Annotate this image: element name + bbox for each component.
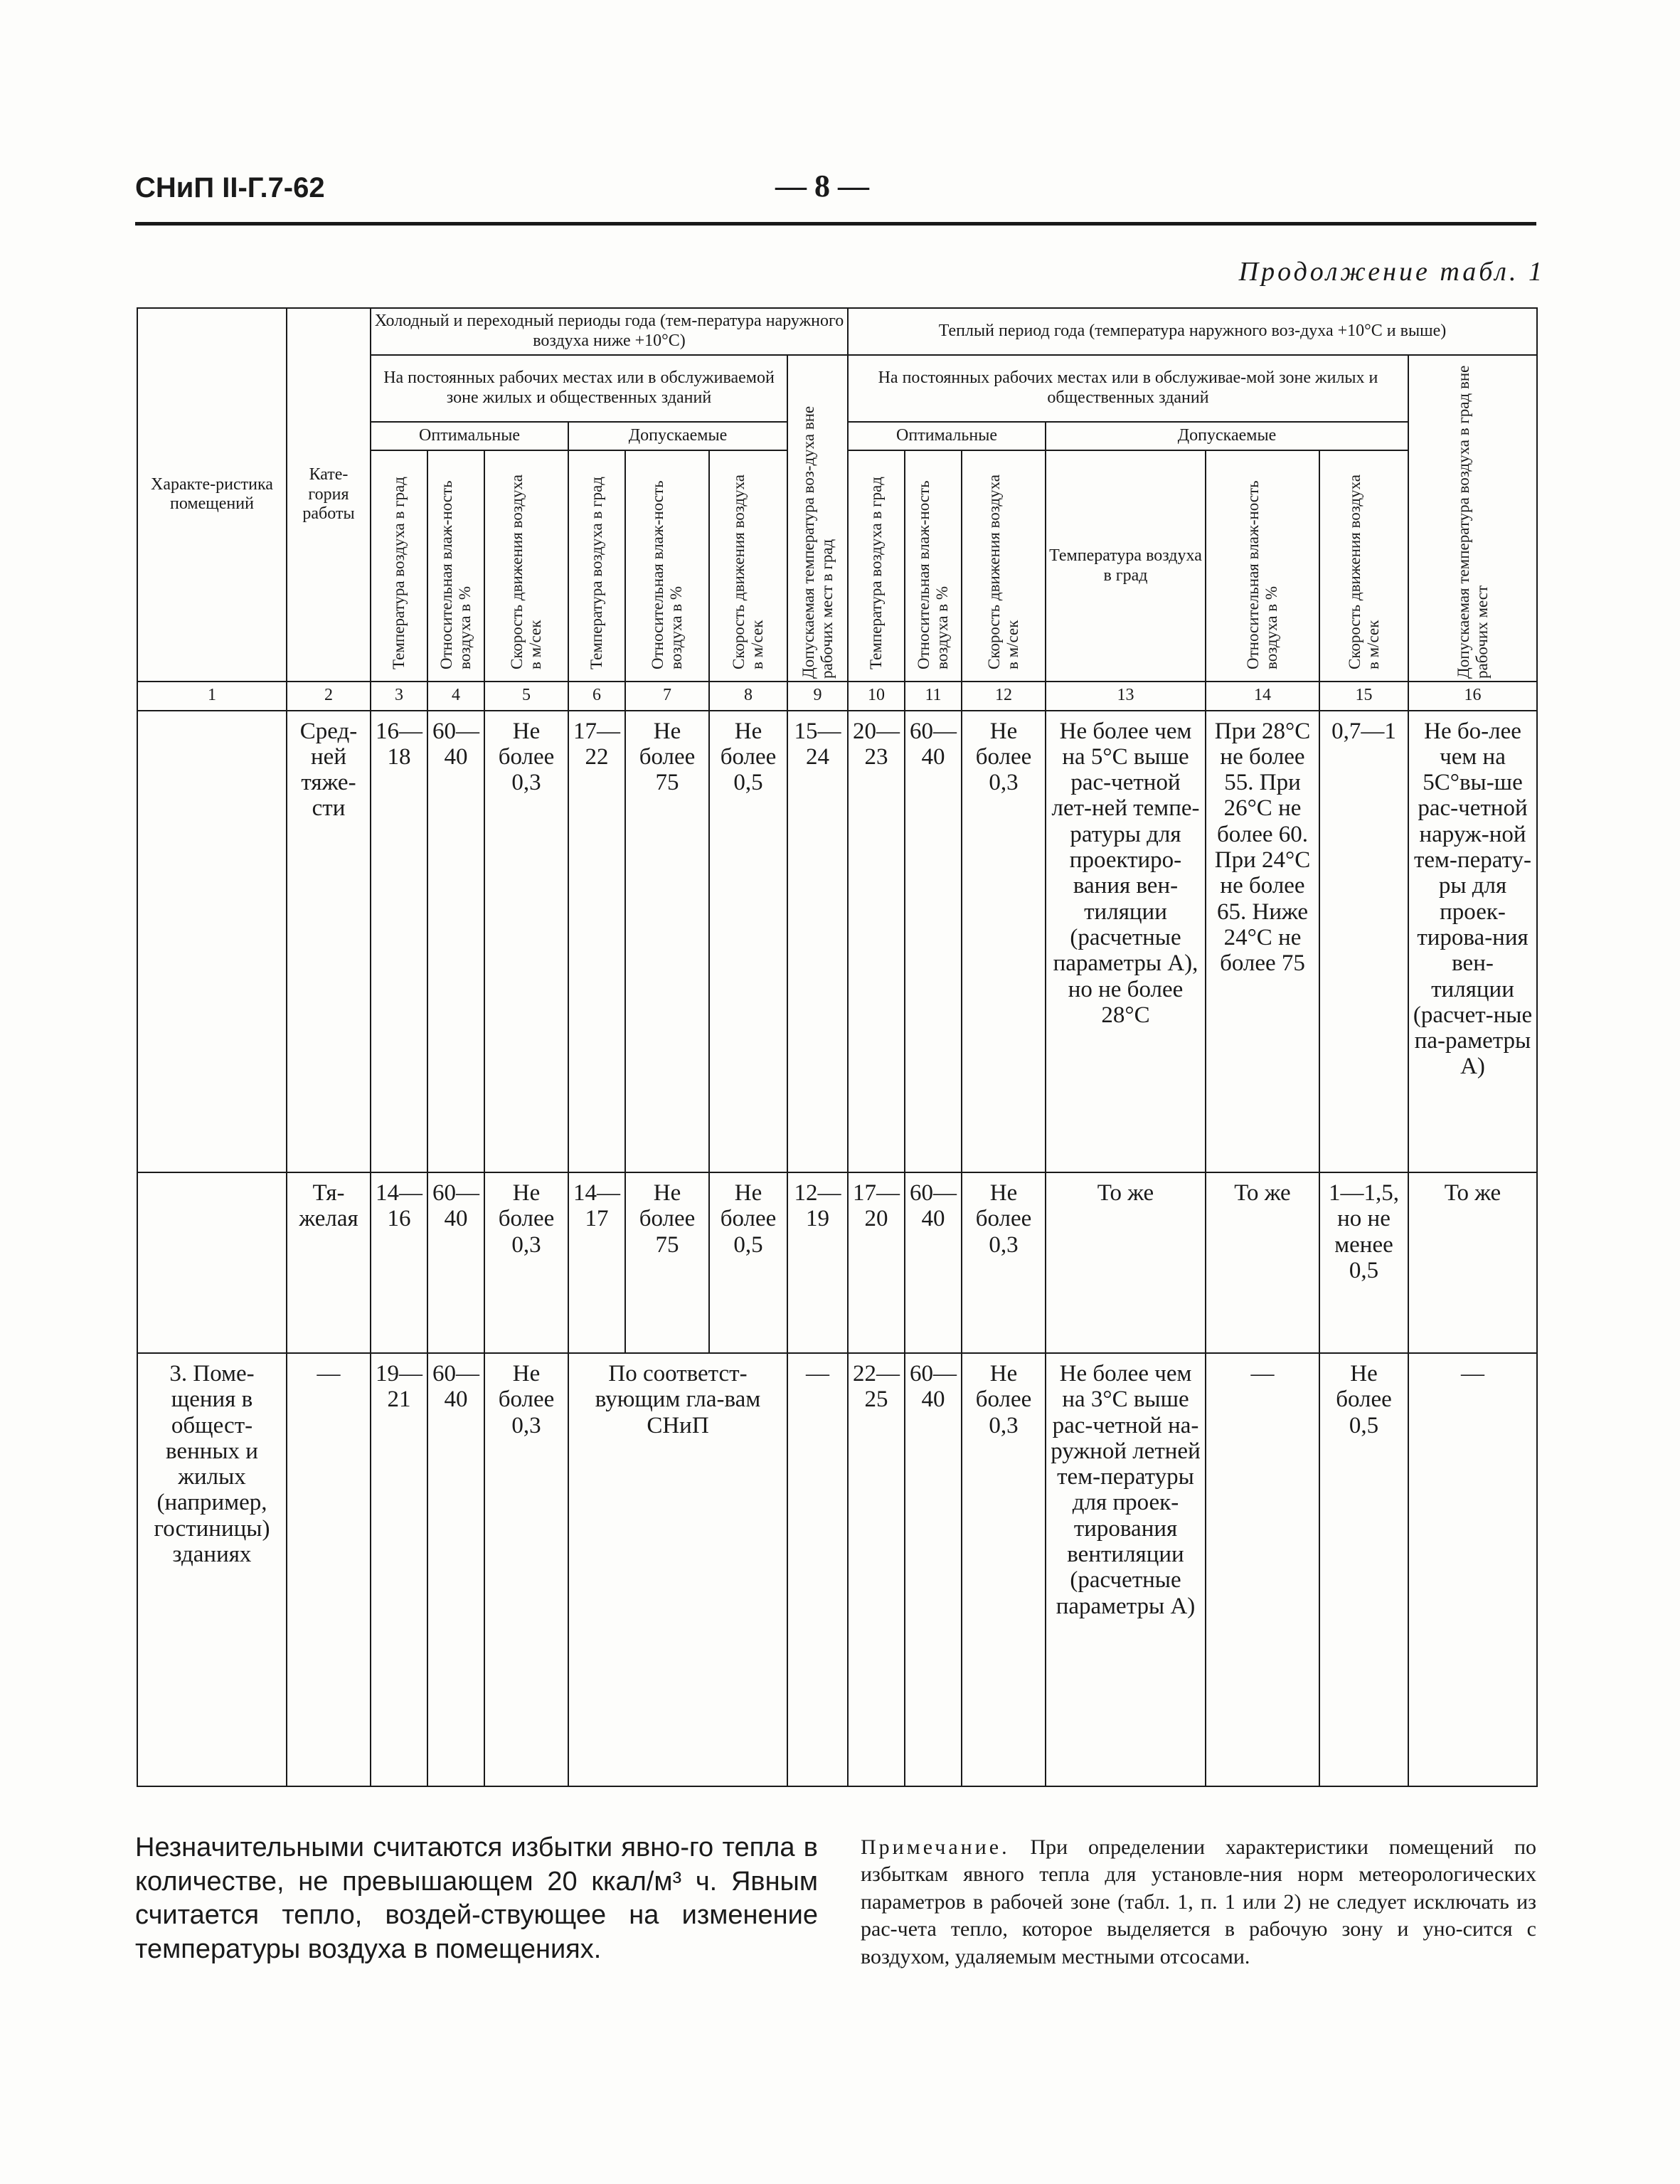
cell: 17—20: [848, 1172, 905, 1353]
header-col-5: Скорость движения воздуха в м/сек: [484, 450, 568, 682]
cell: Не более чем на 3°С выше рас-четной на-ружной летней тем-пературы для проек-тирования вентиляции (расчетные параметры А): [1046, 1353, 1206, 1786]
cell: Не более 0,3: [484, 1172, 568, 1353]
cell: 14—16: [371, 1172, 427, 1353]
cell: Не более 0,5: [709, 711, 787, 1173]
col-number: 6: [568, 682, 625, 711]
microclimate-norms-table: [137, 307, 1538, 1787]
cell: 60—40: [427, 1172, 484, 1353]
cell: 20—23: [848, 711, 905, 1173]
cell: Не более 0,3: [484, 711, 568, 1173]
header-col-8: Скорость движения воздуха в м/сек: [709, 450, 787, 682]
col-number: 7: [625, 682, 709, 711]
cell: Не бо-лее чем на 5С°вы-ше рас-четной наруж-ной тем-перату-ры для проек-тирова-ния вен-тиляции (расчет-ные па-раметры А): [1408, 711, 1537, 1173]
page-number: — 8 —: [775, 169, 869, 203]
header-col-13: Температура воздуха в град: [1046, 450, 1206, 682]
note-title: Примечание.: [861, 1835, 1010, 1859]
col-number: 13: [1046, 682, 1206, 711]
cell-characteristic: [137, 1172, 287, 1353]
header-col-3: Температура воздуха в град: [371, 450, 427, 682]
cell: 60—40: [905, 1172, 962, 1353]
cell: Не более 75: [625, 711, 709, 1173]
cell: 14—17: [568, 1172, 625, 1353]
header-permanent-places-cold: На постоянных рабочих местах или в обслуживаемой зоне жилых и общественных зданий: [371, 355, 787, 421]
cell: 19—21: [371, 1353, 427, 1786]
cell: 0,7—1: [1319, 711, 1408, 1173]
cell: То же: [1206, 1172, 1319, 1353]
cell-category: Сред-ней тяже-сти: [287, 711, 371, 1173]
header-col-14: Относительная влаж-ность воздуха в %: [1206, 450, 1319, 682]
cell: 17—22: [568, 711, 625, 1173]
cell: Не более 0,3: [962, 1353, 1046, 1786]
col-number: 3: [371, 682, 427, 711]
cell: При 28°С не более 55. При 26°С не более 60. При 24°С не более 65. Ниже 24°С не более 75: [1206, 711, 1319, 1173]
cell: Не более чем на 5°С выше рас-четной лет-ней темпе-ратуры для проектиро-вания вен-тиляции (расчетные параметры А), но не более 28°С: [1046, 711, 1206, 1173]
cell: Не более 0,5: [709, 1172, 787, 1353]
col-number: 5: [484, 682, 568, 711]
cell: 60—40: [427, 711, 484, 1173]
header-allowable-warm: Допускаемые: [1046, 422, 1408, 451]
table-row: [137, 1172, 1537, 1353]
table-note: [861, 1834, 1536, 1971]
cell: То же: [1046, 1172, 1206, 1353]
cell: 15—24: [787, 711, 848, 1173]
col-number: 2: [287, 682, 371, 711]
note-body: При определении характеристики помещений по избыткам явного тепла для установле-ния норм метеорологических параметров в рабочей зоне (табл. 1, п. 1 или 2) не следует исключать из рас-чета тепло, которое выделяется в рабочую зону и уно-сится с воздухом, удаляемым местными отсосами.: [861, 1835, 1537, 1968]
cell-category: Тя-желая: [287, 1172, 371, 1353]
table-row: [137, 711, 1537, 1173]
header-allowable-cold: Допускаемые: [568, 422, 787, 451]
cell: Не более 0,5: [1319, 1353, 1408, 1786]
header-permanent-places-warm: На постоянных рабочих местах или в обслуживае-мой зоне жилых и общественных зданий: [848, 355, 1408, 421]
cell: 1—1,5, но не менее 0,5: [1319, 1172, 1408, 1353]
col-number: 4: [427, 682, 484, 711]
cell: Не более 0,3: [962, 1172, 1046, 1353]
cell: 60—40: [905, 1353, 962, 1786]
cell: Не более 0,3: [484, 1353, 568, 1786]
cell-merged-allowable: По соответст-вующим гла-вам СНиП: [568, 1353, 787, 1786]
cell: 60—40: [427, 1353, 484, 1786]
cell: Не более 75: [625, 1172, 709, 1353]
col-number: 12: [962, 682, 1046, 711]
table-row: [137, 1353, 1537, 1786]
header-col-7: Относительная влаж-ность воздуха в %: [625, 450, 709, 682]
header-col-16: Допускаемая температура воздуха в град вне рабочих мест: [1408, 355, 1537, 682]
col-number: 8: [709, 682, 787, 711]
header-col-10: Температура воздуха в град: [848, 450, 905, 682]
col-number: 14: [1206, 682, 1319, 711]
col-number: 11: [905, 682, 962, 711]
page-header: [135, 169, 1536, 226]
col-number: 15: [1319, 682, 1408, 711]
document-code: СНиП II-Г.7-62: [135, 172, 325, 203]
col-number: 10: [848, 682, 905, 711]
cell: —: [1408, 1353, 1537, 1786]
header-optimal-cold: Оптимальные: [371, 422, 568, 451]
body-paragraph: Незначительными считаются избытки явно-го тепла в количестве, не превышающем 20 ккал/м³ ч. Явным считается тепло, воздей-ствующее на изменение температуры воздуха в помещениях.: [135, 1833, 818, 1964]
cell: —: [1206, 1353, 1319, 1786]
header-warm-period: Теплый период года (температура наружного воз-духа +10°С и выше): [848, 308, 1537, 355]
header-col-9: Допускаемая температура воз-духа вне рабочих мест в град: [787, 355, 848, 682]
cell: 12—19: [787, 1172, 848, 1353]
cell-characteristic: 3. Поме-щения в общест-венных и жилых (например, гостиницы) зданиях: [137, 1353, 287, 1786]
header-col-4: Относительная влаж-ность воздуха в %: [427, 450, 484, 682]
header-col-12: Скорость движения воздуха в м/сек: [962, 450, 1046, 682]
cell: 16—18: [371, 711, 427, 1173]
column-numbers-row: [137, 682, 1537, 711]
header-col-11: Относительная влаж-ность воздуха в %: [905, 450, 962, 682]
col-number: 9: [787, 682, 848, 711]
cell-category: —: [287, 1353, 371, 1786]
cell: Не более 0,3: [962, 711, 1046, 1173]
header-category: Кате-гория работы: [287, 308, 371, 682]
cell: То же: [1408, 1172, 1537, 1353]
col-number: 16: [1408, 682, 1537, 711]
col-number: 1: [137, 682, 287, 711]
table-continuation-label: Продолжение табл. 1: [1238, 257, 1545, 287]
cell: 60—40: [905, 711, 962, 1173]
header-col-6: Температура воздуха в град: [568, 450, 625, 682]
cell: 22—25: [848, 1353, 905, 1786]
cell-characteristic: [137, 711, 287, 1173]
header-cold-period: Холодный и переходный периоды года (тем-пература наружного воздуха ниже +10°С): [371, 308, 848, 355]
header-characteristic: Характе-ристика помещений: [137, 308, 287, 682]
header-optimal-warm: Оптимальные: [848, 422, 1046, 451]
cell: —: [787, 1353, 848, 1786]
header-col-15: Скорость движения воздуха в м/сек: [1319, 450, 1408, 682]
